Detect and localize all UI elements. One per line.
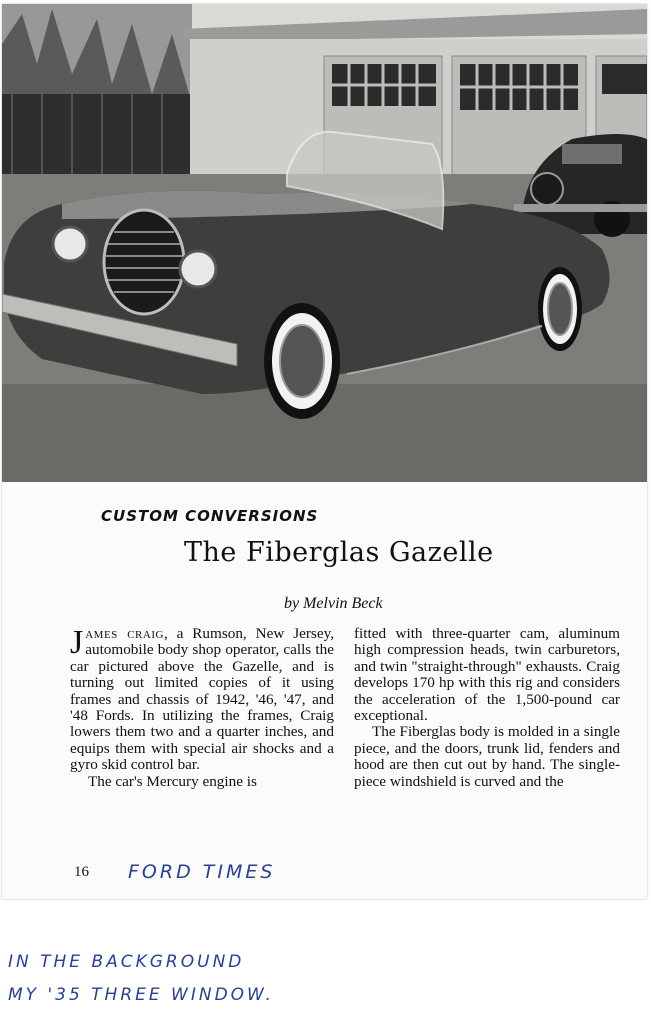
- article-column-left: [70, 626, 334, 790]
- handwritten-note-line-1: IN THE BACKGROUND: [8, 952, 245, 972]
- right-paragraph-1: fitted with three-quarter cam, aluminum high compression heads, twin carburetors, and twin "straight-through" exhausts. Craig develops 170 hp with this rig and considers the acceleration of the 1,500-pound car exceptional.: [354, 625, 620, 725]
- left-paragraph-2: The car's Mercury engine is: [88, 772, 257, 790]
- drop-cap: J: [70, 624, 84, 661]
- right-paragraph-2: The Fiberglas body is molded in a single piece, and the doors, trunk lid, fenders and hood are then cut out by hand. The single-piece windshield is curved and the: [354, 723, 620, 790]
- section-kicker: CUSTOM CONVERSIONS: [101, 507, 319, 525]
- car-photo: [2, 4, 647, 482]
- car-photo-illustration: [2, 4, 647, 482]
- article-column-right: [354, 626, 620, 790]
- lead-in: ames craig: [85, 625, 164, 642]
- page-number: 16: [74, 864, 89, 880]
- handwritten-note-line-2: MY '35 THREE WINDOW.: [8, 985, 274, 1005]
- left-paragraph-1: [70, 626, 334, 774]
- article-title: The Fiberglas Gazelle: [184, 537, 494, 568]
- left-paragraph-1-text: , a Rumson, New Jersey, automobile body shop operator, calls the car pictured above the Gazelle, and is turning out limited copies of it using frames and chassis of 1942, '46, '47, and '48 Fords. In utilizing the frames, Craig lowers them two and a quarter inches, and equips them with special air shocks and a gyro skid control bar.: [70, 625, 334, 774]
- magazine-page: [2, 4, 647, 899]
- article-byline: by Melvin Beck: [284, 595, 383, 612]
- handwritten-magazine-name: FORD TIMES: [128, 861, 276, 883]
